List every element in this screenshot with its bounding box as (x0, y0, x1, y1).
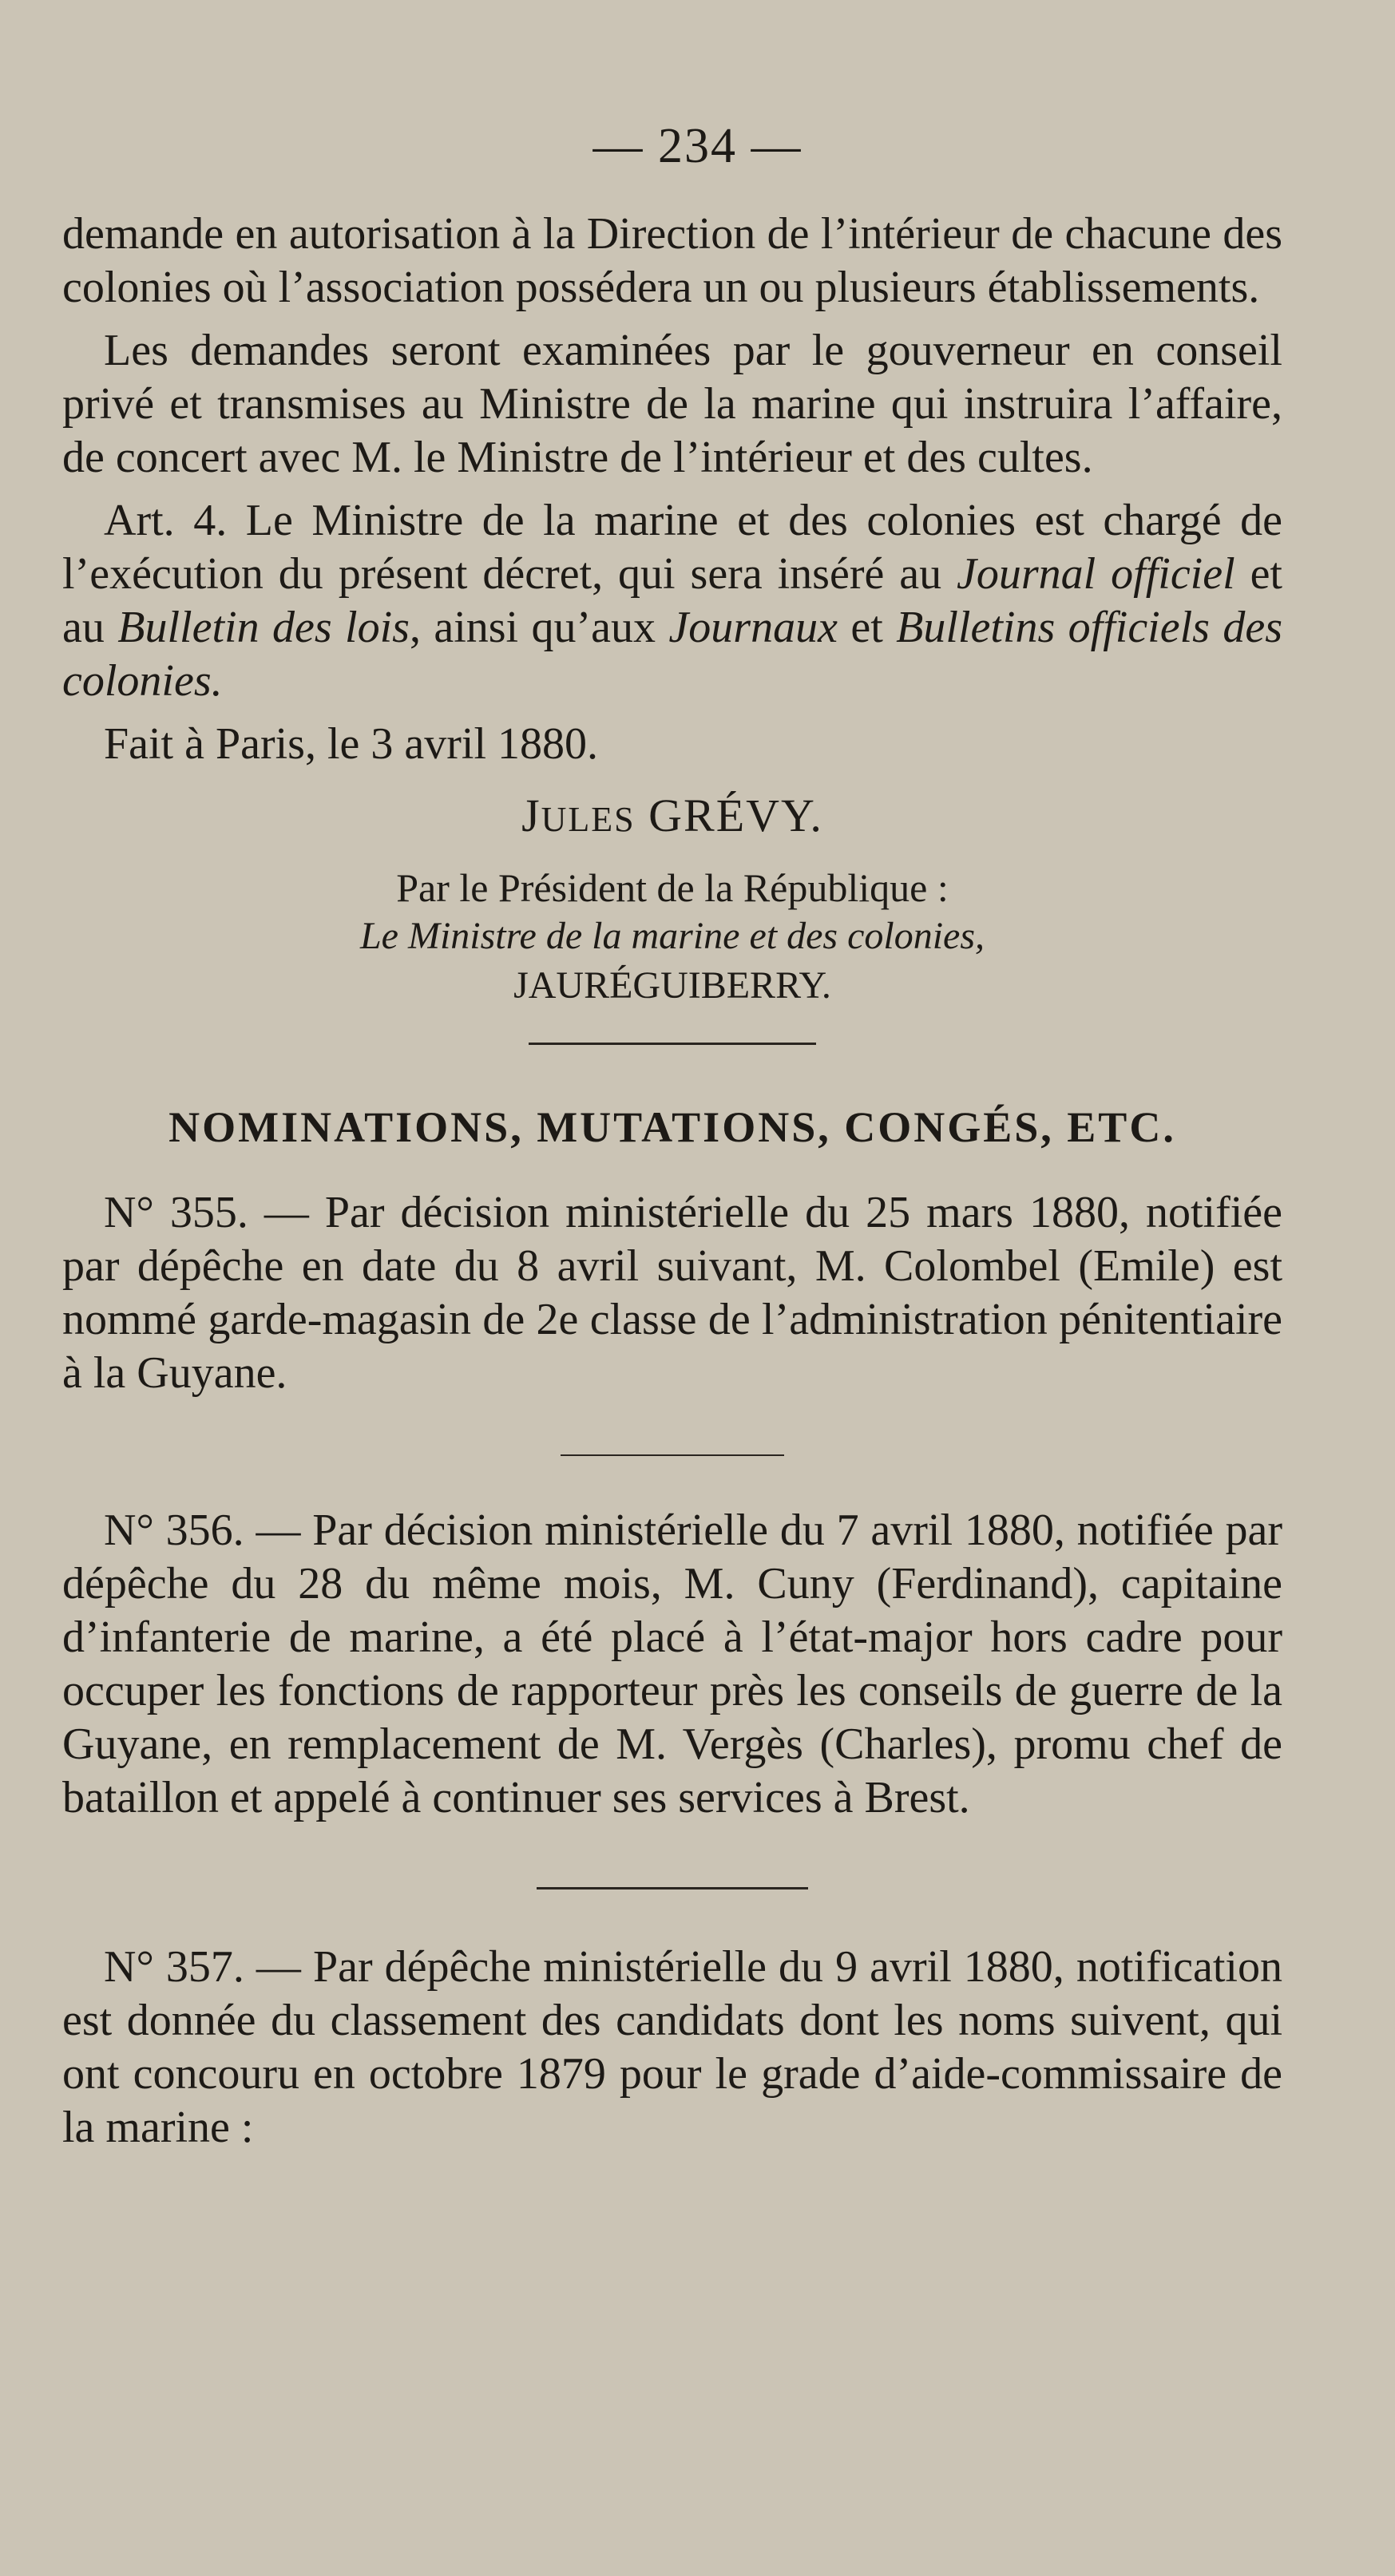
signature-first-initial: J (521, 789, 541, 841)
entry-357: N° 357. — Par dépêche ministérielle du 9 avril 1880, notification est donnée du classement des candidats dont les noms suivent, qui ont concouru en octobre 1879 pour le grade d’aide-commissaire de la marine : (62, 1942, 1282, 2152)
entry-divider-rule (537, 1887, 808, 1889)
article-4-paragraph (62, 494, 1282, 708)
entry-divider-rule (561, 1454, 784, 1456)
signature-president-name (62, 789, 1282, 846)
bulletins-officiels-title: Bulletins officiels des colonies. (62, 603, 1282, 706)
signature-minister-title: Le Ministre de la marine et des colonies, (359, 915, 985, 957)
article-4-text-d: et (837, 603, 897, 652)
journal-officiel-title: Journal officiel (957, 549, 1235, 599)
journaux-title: Journaux (668, 603, 838, 652)
article-4-text-a: Art. 4. Le Ministre de la marine et des colonies est chargé de l’exécution du présent décret, qui sera inséré au (62, 496, 1282, 599)
article-4-text-c: , ainsi qu’aux (409, 603, 669, 652)
section-title: NOMINATIONS, MUTATIONS, CONGÉS, ETC. (168, 1103, 1176, 1151)
signature-minister-name: JAURÉGUIBERRY. (513, 964, 831, 1007)
bulletin-des-lois-title: Bulletin des lois (117, 603, 410, 652)
fait-a-paris-line: Fait à Paris, le 3 avril 1880. (104, 719, 599, 769)
entry-356: N° 356. — Par décision ministérielle du 7 avril 1880, notifiée par dépêche du 28 du même mois, M. Cuny (Ferdinand), capitaine d’infanterie de marine, a été placé à l’état-major hors cadre pour occuper les fonctions de rapporteur près les conseils de guerre de la Guyane, en remplacement de M. Vergès (Charles), promu chef de bataillon et appelé à continuer ses services à Brest. (62, 1506, 1282, 1822)
page-body (62, 208, 1282, 2155)
signature-surname: GRÉVY. (648, 789, 823, 841)
entry-355: N° 355. — Par décision ministérielle du 25 mars 1880, notifiée par dépêche en date du 8 avril suivant, M. Colombel (Emile) est nommé garde-magasin de 2e classe de l’administration pénitentiaire à la Guyane. (62, 1188, 1282, 1398)
page-number: — 234 — (592, 119, 803, 173)
signature-first-rest: ULES (541, 800, 636, 839)
intro-paragraph-1: demande en autorisation à la Direction de l’intérieur de chacune des colonies où l’association possédera un ou plusieurs établissements. (62, 209, 1282, 312)
section-divider-rule (529, 1043, 816, 1045)
intro-paragraph-2: Les demandes seront examinées par le gouverneur en conseil privé et transmises au Ministre de la marine qui instruira l’affaire, de concert avec M. le Ministre de l’intérieur et des cultes. (62, 326, 1282, 482)
signature-by-line: Par le Président de la République : (396, 865, 949, 910)
article-4-text-b: et au (62, 549, 1282, 652)
